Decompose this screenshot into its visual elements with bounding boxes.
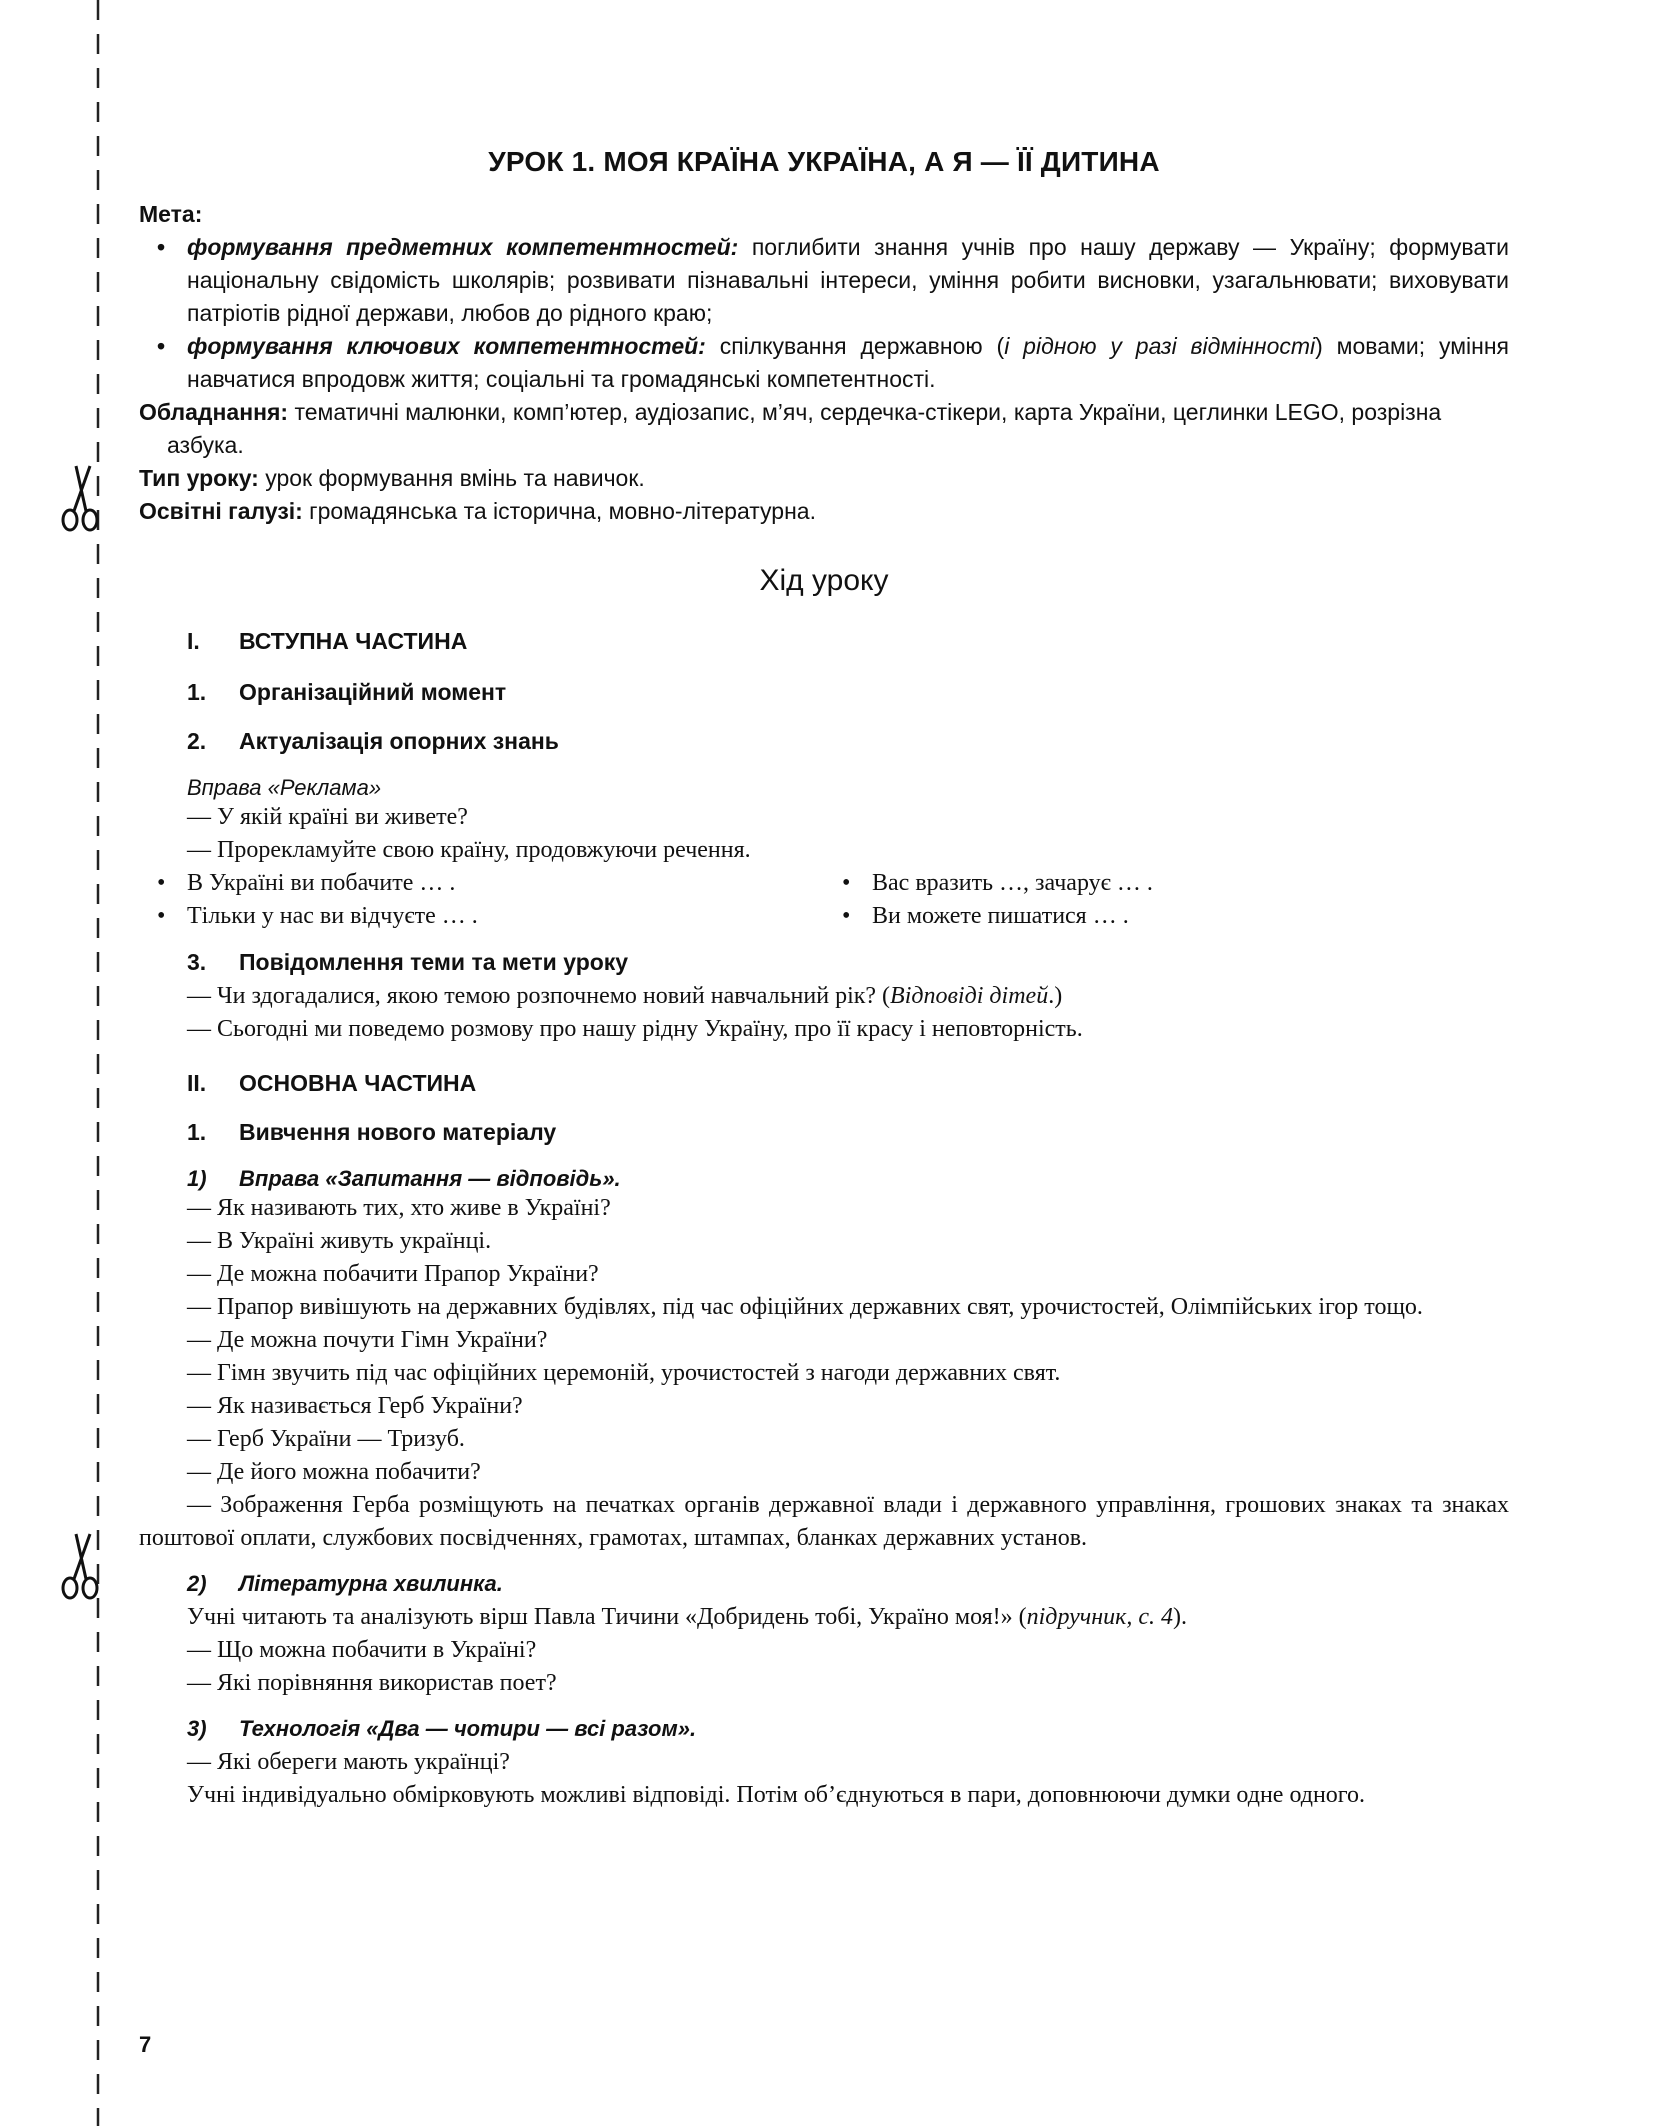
exercise-1-heading: 1) Вправа «Запитання — відповідь». xyxy=(187,1166,621,1191)
qa-line: — Зображення Герба розміщують на печатках органів державної влади і державного управління, грошових знаках та знаках поштової оплати, службових посвідченнях, грамотах, штампах, бланках державних установ. xyxy=(139,1492,1509,1551)
ad-bullet: • Ви можете пишатися … . xyxy=(824,900,1509,933)
literature-question: — Що можна побачити в Україні? xyxy=(187,1637,537,1663)
qa-line: — В Україні живуть українці. xyxy=(187,1228,492,1254)
goal-item-key: • формування ключових компетентностей: спілкування державною (і рідною у разі відмінності) мовами; уміння навчатися впродовж життя; соціальні та громадянські компетентності. xyxy=(139,330,1509,396)
qa-line: — Прапор вивішують на державних будівлях, під час офіційних державних свят, урочистостей, Олімпійських ігор тощо. xyxy=(187,1294,1423,1320)
section-1-2-heading: 2. Актуалізація опорних знань xyxy=(187,728,559,754)
course-heading: Хід уроку xyxy=(759,564,889,597)
qa-line: — Де його можна побачити? xyxy=(187,1459,481,1485)
exercise-3-heading: 3) Технологія «Два — чотири — всі разом». xyxy=(187,1716,697,1741)
lesson-title: УРОК 1. МОЯ КРАЇНА УКРАЇНА, А Я — ЇЇ ДИТИНА xyxy=(488,146,1160,177)
ad-line: — Прорекламуйте свою країну, продовжуючи речення. xyxy=(187,837,751,863)
lesson-meta xyxy=(139,198,1509,528)
qa-line: — Гімн звучить під час офіційних церемоній, урочистостей з нагоди державних свят. xyxy=(187,1360,1061,1386)
ad-bullet: • В Україні ви побачите … . xyxy=(139,867,824,900)
part-1-heading: I. ВСТУПНА ЧАСТИНА xyxy=(187,628,468,654)
section-1-3-heading: 3. Повідомлення теми та мети уроку xyxy=(187,949,629,975)
document-page xyxy=(139,146,1509,1812)
ad-bullet: • Тільки у нас ви відчуєте … . xyxy=(139,900,824,933)
scissors-icon-bottom xyxy=(63,1534,97,1598)
ad-line: — У якій країні ви живете? xyxy=(187,804,468,830)
qa-line: — Де можна побачити Прапор України? xyxy=(187,1261,599,1287)
technology-question: — Які обереги мають українці? xyxy=(187,1749,510,1775)
ad-bullets xyxy=(139,867,1509,933)
technology-text: Учні індивідуально обмірковують можливі відповіді. Потім об’єднуються в пари, доповнюючи думки одне одного. xyxy=(187,1782,1366,1808)
goal-label: Мета: xyxy=(139,201,203,227)
exercise-ad-label: Вправа «Реклама» xyxy=(187,775,382,800)
lesson-type: Тип уроку: урок формування вмінь та навичок. xyxy=(139,465,645,491)
section-1-1-heading: 1. Організаційний момент xyxy=(187,679,507,705)
equipment: Обладнання: тематичні малюнки, комп’ютер, аудіозапис, м’яч, сердечка-стікери, карта України, цеглинки LEGO, розрізна азбука. xyxy=(139,399,1442,458)
topic-answer: — Сьогодні ми поведемо розмову про нашу рідну Україну, про її красу і неповторність. xyxy=(187,1016,1083,1042)
exercise-2-heading: 2) Літературна хвилинка. xyxy=(187,1571,503,1596)
part-2-heading: II. ОСНОВНА ЧАСТИНА xyxy=(187,1070,477,1096)
qa-line: — Як називається Герб України? xyxy=(187,1393,523,1419)
qa-line: — Герб України — Тризуб. xyxy=(187,1426,465,1452)
qa-line: — Як називають тих, хто живе в Україні? xyxy=(187,1195,611,1221)
literature-question: — Які порівняння використав поет? xyxy=(187,1670,557,1696)
cut-line xyxy=(0,0,160,2126)
literature-text: Учні читають та аналізують вірш Павла Тичини «Добридень тобі, Україно моя!» (підручник, с. 4). xyxy=(187,1604,1188,1630)
education-fields: Освітні галузі: громадянська та історична, мовно-літературна. xyxy=(139,498,816,524)
section-2-1-heading: 1. Вивчення нового матеріалу xyxy=(187,1119,557,1145)
qa-line: — Де можна почути Гімн України? xyxy=(187,1327,548,1353)
page-number: 7 xyxy=(139,2032,152,2057)
topic-question: — Чи здогадалися, якою темою розпочнемо новий навчальний рік? (Відповіді дітей.) xyxy=(187,983,1063,1009)
goal-item-subject: • формування предметних компетентностей: поглибити знання учнів про нашу державу — Україну; формувати національну свідомість школярів; розвивати пізнавальні інтереси, уміння робити висновки, узагальнювати; виховувати патріотів рідної держави, любов до рідного краю; xyxy=(139,231,1509,330)
scissors-icon-top xyxy=(63,466,97,530)
ad-bullet: • Вас вразить …, зачарує … . xyxy=(824,867,1509,900)
